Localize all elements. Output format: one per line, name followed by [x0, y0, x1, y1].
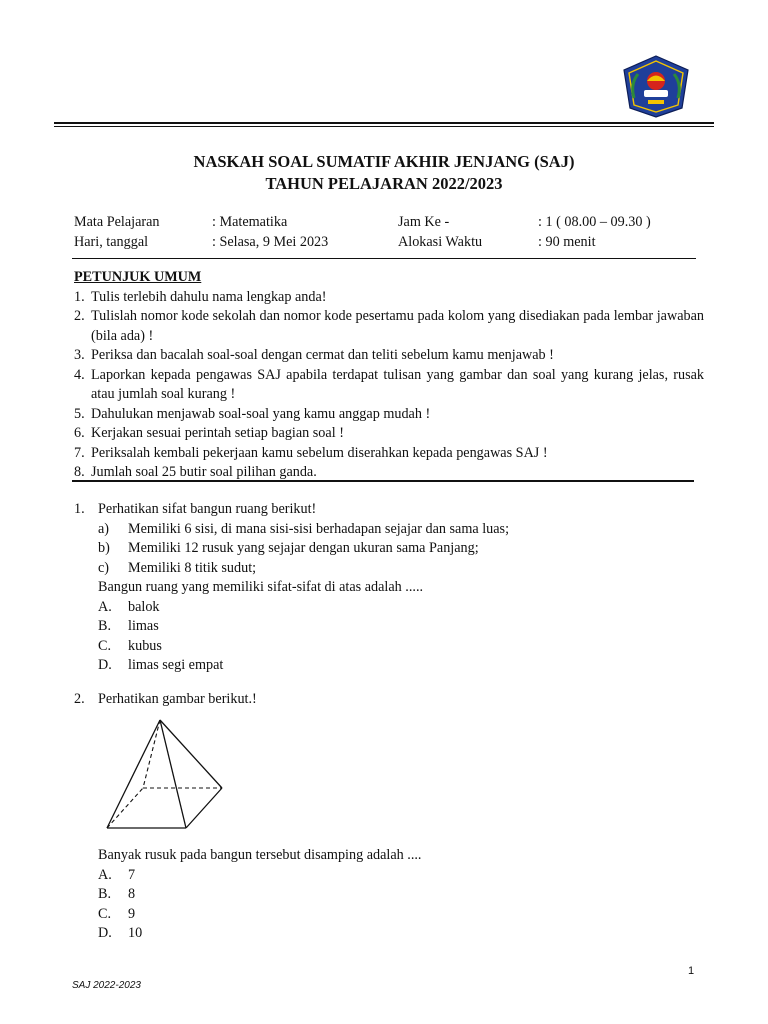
instruction-item [74, 424, 704, 444]
instruction-text: Kerjakan sesuai perintah setiap bagian soal ! [91, 425, 344, 441]
info-row [0, 213, 768, 233]
session-label: Jam Ke - [398, 214, 450, 230]
instruction-text: Jumlah soal 25 butir soal pilihan ganda. [91, 464, 317, 480]
option-letter: C. [98, 637, 112, 654]
question-number: 2. [74, 691, 85, 707]
option-text: 8 [128, 886, 136, 902]
option-text: 7 [128, 866, 136, 883]
property-item [74, 520, 714, 540]
option-text: limas segi empat [128, 657, 224, 673]
option-letter: C. [98, 905, 112, 922]
instruction-text: Periksa dan bacalah soal-soal dengan cermat dan teliti sebelum kamu menjawab ! [91, 347, 554, 363]
question-1 [74, 500, 714, 676]
square-pyramid-figure [100, 716, 230, 832]
option-text: 9 [128, 905, 136, 922]
footer-label: SAJ 2022-2023 [72, 980, 141, 991]
question-stem: Bangun ruang yang memiliki sifat-sifat di atas adalah ..... [98, 579, 424, 595]
property-text: Memiliki 8 titik sudut; [128, 559, 257, 576]
instructions-list [74, 288, 704, 483]
instruction-item [74, 346, 704, 366]
instruction-item [74, 366, 704, 405]
instruction-number: 4. [74, 366, 85, 383]
session-value: : 1 ( 08.00 – 09.30 ) [538, 214, 651, 230]
instruction-number: 3. [74, 347, 85, 363]
question-stem: Banyak rusuk pada bangun tersebut disamping adalah .... [98, 847, 422, 863]
instruction-item [74, 288, 704, 308]
property-letter: b) [98, 540, 110, 556]
question-number: 1. [74, 501, 85, 517]
subject-value: : Matematika [212, 214, 288, 230]
answer-option [74, 617, 714, 637]
header-rule-thin [54, 126, 714, 127]
instruction-number: 7. [74, 444, 85, 461]
property-item [74, 539, 714, 559]
instruction-number: 5. [74, 405, 85, 422]
option-letter: D. [98, 925, 112, 941]
question-2-body [74, 846, 714, 944]
answer-option [74, 924, 714, 944]
instruction-item [74, 405, 704, 425]
duration-label: Alokasi Waktu [398, 233, 483, 250]
option-text: kubus [128, 637, 162, 654]
option-letter: B. [98, 618, 112, 634]
answer-option [74, 637, 714, 657]
option-letter: D. [98, 657, 112, 673]
instruction-text: Tulislah nomor kode sekolah dan nomor kode pesertamu pada kolom yang disediakan pada lembar jawaban (bila ada) ! [91, 308, 704, 344]
school-emblem-logo [620, 54, 692, 118]
property-text: Memiliki 12 rusuk yang sejajar dengan ukuran sama Panjang; [128, 540, 479, 556]
instruction-number: 6. [74, 425, 85, 441]
date-label: Hari, tanggal [74, 233, 149, 250]
instruction-text: Laporkan kepada pengawas SAJ apabila terdapat tulisan yang gambar dan soal yang kurang jelas, rusak atau jumlah soal kurang ! [91, 366, 704, 402]
option-text: 10 [128, 925, 143, 941]
subject-label: Mata Pelajaran [74, 214, 160, 230]
property-text: Memiliki 6 sisi, di mana sisi-sisi berhadapan sejajar dan sama luas; [128, 520, 510, 537]
question-prompt [74, 500, 714, 520]
instruction-text: Periksalah kembali pekerjaan kamu sebelum diserahkan kepada pengawas SAJ ! [91, 444, 548, 461]
duration-value: : 90 menit [538, 233, 596, 250]
question-prompt [74, 690, 714, 710]
option-letter: A. [98, 866, 112, 883]
option-letter: B. [98, 886, 112, 902]
exam-year: TAHUN PELAJARAN 2022/2023 [265, 174, 503, 193]
option-text: balok [128, 598, 160, 615]
instructions-divider [72, 480, 694, 482]
instruction-item [74, 307, 704, 346]
answer-option [74, 598, 714, 618]
instruction-number: 8. [74, 464, 85, 480]
property-item [74, 559, 714, 579]
instruction-number: 2. [74, 308, 85, 324]
answer-option [74, 866, 714, 886]
answer-option [74, 885, 714, 905]
question-prompt-text: Perhatikan sifat bangun ruang berikut! [98, 501, 317, 517]
instruction-item [74, 444, 704, 464]
instruction-text: Dahulukan menjawab soal-soal yang kamu anggap mudah ! [91, 405, 431, 422]
question-prompt-text: Perhatikan gambar berikut.! [98, 691, 257, 707]
date-value: : Selasa, 9 Mei 2023 [212, 233, 329, 250]
general-instructions [74, 268, 704, 483]
exam-info-table [0, 213, 768, 252]
header-rule-thick [54, 122, 714, 124]
answer-option [74, 905, 714, 925]
info-divider [72, 258, 696, 259]
exam-title: NASKAH SOAL SUMATIF AKHIR JENJANG (SAJ) [193, 152, 575, 171]
answer-option [74, 656, 714, 676]
instructions-heading: PETUNJUK UMUM [74, 269, 202, 285]
option-text: limas [128, 618, 159, 634]
property-letter: c) [98, 559, 110, 576]
info-row [0, 233, 768, 253]
page-number: 1 [688, 965, 695, 977]
option-letter: A. [98, 598, 112, 615]
question-2 [74, 690, 714, 710]
instruction-text: Tulis terlebih dahulu nama lengkap anda! [91, 288, 327, 305]
property-letter: a) [98, 520, 110, 537]
instruction-number: 1. [74, 288, 85, 305]
